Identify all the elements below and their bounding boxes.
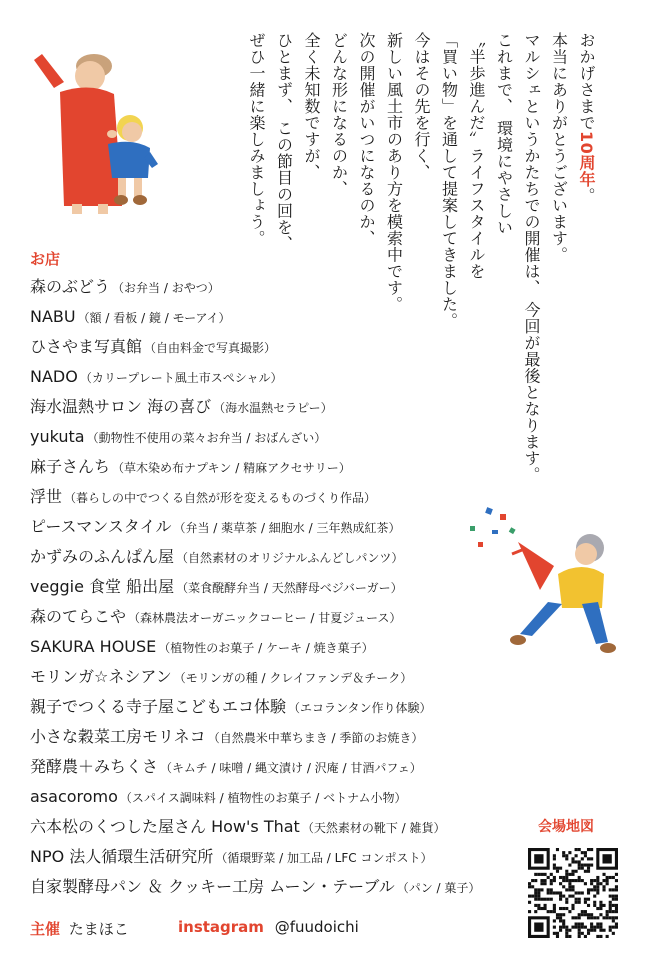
- shop-name: 小さな穀菜工房モリネコ: [30, 727, 206, 746]
- shop-name: 海水温熱サロン 海の喜び: [30, 397, 212, 416]
- shop-description: （自然素材のオリジナルふんどしパンツ）: [176, 551, 404, 565]
- shop-description: （パン / 菓子）: [396, 881, 481, 895]
- shop-row: [30, 602, 510, 632]
- shop-name: 六本松のくつした屋さん How's That: [30, 817, 300, 836]
- intro-line-text: おかげさまで: [577, 32, 596, 131]
- mother-child-illustration: [24, 48, 164, 218]
- shop-name: SAKURA HOUSE: [30, 637, 157, 656]
- intro-line-text: これまで、 環境にやさしい: [494, 32, 514, 236]
- shop-description: （森林農法オーガニックコーヒー / 甘夏ジュース）: [128, 611, 402, 625]
- shop-name: yukuta: [30, 427, 85, 446]
- shop-description: （エコランタン作り体験）: [288, 701, 432, 715]
- shop-name: 浮世: [30, 487, 63, 506]
- shop-row: [30, 542, 510, 572]
- shop-row: [30, 782, 510, 812]
- shop-description: （菜食醗酵弁当 / 天然酵母ベジバーガー）: [176, 581, 403, 595]
- venue-map-label: 会場地図: [538, 819, 594, 835]
- intro-line-text: 全く未知数ですが、: [302, 32, 321, 181]
- shop-row: [30, 812, 510, 842]
- organizer: [30, 918, 129, 939]
- shop-description: （弁当 / 薬草茶 / 細胞水 / 三年熟成紅茶）: [173, 521, 401, 535]
- shop-description: （カリープレート風土市スペシャル）: [79, 371, 283, 385]
- shop-row: [30, 452, 510, 482]
- shop-name: ひさやま写真館: [30, 337, 143, 356]
- shop-row: [30, 482, 510, 512]
- shop-name: veggie 食堂 船出屋: [30, 577, 175, 596]
- party-popper-illustration: [462, 504, 622, 664]
- shop-name: NPO 法人循環生活研究所: [30, 847, 214, 866]
- shop-row: [30, 662, 510, 692]
- shop-row: [30, 362, 510, 392]
- shop-description: （自然農米中華ちまき / 季節のお焼き）: [207, 731, 424, 745]
- shop-name: NABU: [30, 307, 76, 326]
- intro-line: [573, 32, 601, 552]
- shop-name: asacoromo: [30, 787, 118, 806]
- shop-row: [30, 302, 510, 332]
- shop-description: （循環野菜 / 加工品 / LFC コンポスト）: [215, 851, 433, 865]
- organizer-name: たまほこ: [68, 920, 129, 938]
- shop-description: （植物性のお菓子 / ケーキ / 焼き菓子）: [158, 641, 374, 655]
- intro-line-text: マルシェというかたちでの開催は、 今回が最後となります。: [522, 32, 541, 484]
- shop-row: [30, 512, 510, 542]
- qr-code[interactable]: [528, 848, 618, 938]
- shop-row: [30, 872, 510, 902]
- instagram-label: instagram: [178, 918, 264, 936]
- shop-row: [30, 692, 510, 722]
- shop-name: 親子でつくる寺子屋こどもエコ体験: [30, 697, 287, 716]
- shop-description: （モリンガの種 / クレイファンデ＆チーク）: [173, 671, 413, 685]
- shop-name: 森のてらこや: [30, 607, 127, 626]
- shop-description: （お弁当 / おやつ）: [112, 281, 220, 295]
- shop-name: 自家製酵母パン ＆ クッキー工房 ムーン・テーブル: [30, 877, 395, 896]
- intro-line-text: 新しい風土市のあり方を模索中です。: [384, 32, 404, 313]
- shop-name: モリンガ☆ネシアン: [30, 667, 172, 686]
- intro-line-text: 「買い物」を通して提案してきました。: [439, 32, 459, 329]
- shop-row: [30, 722, 510, 752]
- shop-description: （スパイス調味料 / 植物性のお菓子 / ベトナム小物）: [119, 791, 407, 805]
- intro-line-text: 〝半歩進んだ〟ライフスタイルを: [467, 32, 486, 280]
- shop-description: （動物性不使用の菜々お弁当 / おばんざい）: [86, 431, 327, 445]
- shop-description: （キムチ / 味噌 / 縄文漬け / 沢庵 / 甘酒パフェ）: [160, 761, 422, 775]
- shop-name: かずみのふんぱん屋: [30, 547, 175, 566]
- shop-name: 発酵農＋みちくさ: [30, 757, 159, 776]
- shop-description: （暮らしの中でつくる自然が形を変えるものづくり作品）: [64, 491, 377, 505]
- intro-line-text: ひとまず、 この節目の回を、: [274, 32, 294, 253]
- shop-description: （天然素材の靴下 / 雑貨）: [301, 821, 446, 835]
- shop-list: [30, 272, 510, 902]
- intro-line-text: 次の開催がいつになるのか、: [357, 32, 376, 247]
- shop-description: （草木染め布ナプキン / 精麻アクセサリー）: [112, 461, 351, 475]
- shop-row: [30, 752, 510, 782]
- shop-name: ピースマンスタイル: [30, 517, 172, 536]
- shop-row: [30, 272, 510, 302]
- shop-row: [30, 632, 510, 662]
- shop-name: 麻子さんち: [30, 457, 111, 476]
- shop-row: [30, 572, 510, 602]
- shop-row: [30, 332, 510, 362]
- instagram-account[interactable]: @fuudoichi: [274, 918, 359, 936]
- shop-row: [30, 392, 510, 422]
- intro-line-text: ぜひ一緒に楽しみましょう。: [247, 32, 266, 247]
- intro-line-suffix: 。: [577, 187, 596, 204]
- shop-row: [30, 422, 510, 452]
- shops-heading: お店: [30, 250, 61, 268]
- shop-name: NADO: [30, 367, 78, 386]
- shop-description: （海水温熱セラピー）: [213, 401, 333, 415]
- intro-line-text: 今はその先を行く、: [412, 32, 431, 181]
- intro-line-text: 本当にありがとうございます。: [549, 32, 569, 263]
- instagram-handle[interactable]: [178, 918, 359, 936]
- intro-line-text: どんな形になるのか、: [329, 32, 349, 197]
- intro-line-accent: 10周年: [577, 131, 596, 188]
- shop-description: （自由料金で写真撮影）: [144, 341, 277, 355]
- intro-line: [518, 32, 546, 552]
- shop-name: 森のぶどう: [30, 277, 111, 296]
- organizer-label: 主催: [30, 920, 61, 938]
- shop-description: （額 / 看板 / 鏡 / モーアイ）: [77, 311, 231, 325]
- intro-line: [545, 32, 573, 552]
- shop-row: [30, 842, 510, 872]
